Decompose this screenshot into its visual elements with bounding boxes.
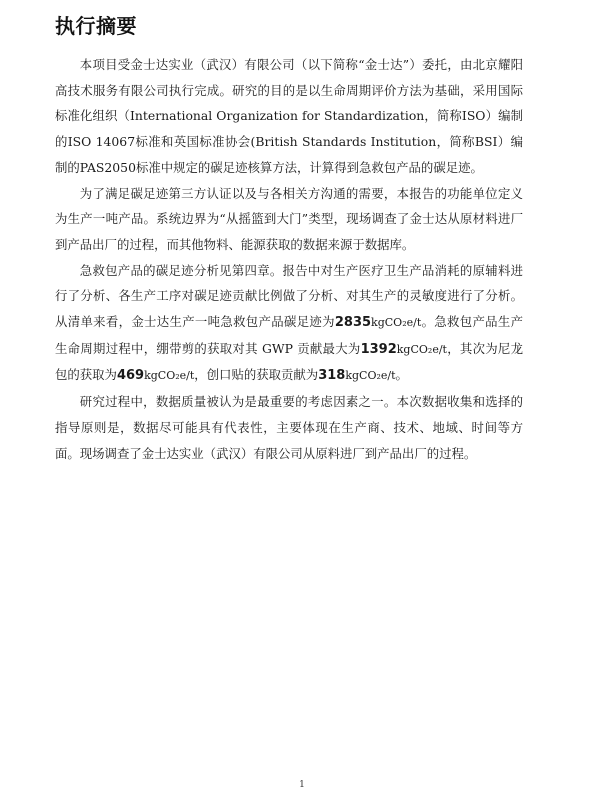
results-text-2: 。急救包产品生产生命周期过程中，绷带剪的获取对其 GWP 贡献最大为 — [55, 314, 524, 356]
paragraph-project-background: 本项目受金士达实业（武汉）有限公司（以下简称“金士达”）委托，由北京耀阳高技术服务有限公司执行完成。研究的目的是以生命周期评价方法为基础，采用国际标准化组织（International Organization for Standardization，简称ISO）编制的ISO 14067标准和英国标准协会(British Standards Institution，简称BSI）编制的PAS2050标准中规定的碳足迹核算方法，计算得到急救包产品的碳足迹。 — [55, 57, 523, 175]
paragraph-functional-unit: 为了满足碳足迹第三方认证以及与各相关方沟通的需要，本报告的功能单位定义为生产一吨产品。系统边界为“从摇篮到大门”类型，现场调查了金士达从原材料进厂到产品出厂的过程，而其他物料、能源获取的数据来源于数据库。 — [55, 185, 523, 252]
summary-body — [55, 52, 523, 466]
scissors-contribution-value: 1392 — [360, 341, 397, 357]
bandage-contribution-value: 318 — [318, 368, 346, 384]
scissors-contribution-unit: kgCO₂e/t — [396, 342, 447, 356]
results-text-5: 。 — [395, 367, 408, 383]
nylon-bag-contribution-value: 469 — [116, 368, 145, 384]
page-number: 1 — [299, 780, 305, 790]
paragraph-data-quality: 研究过程中，数据质量被认为是最重要的考虑因素之一。本次数据收集和选择的指导原则是，数据尽可能具有代表性，主要体现在生产商、技术、地域、时间等方面。现场调查了金士达实业（武汉）有限公司从原料进厂到产品出厂的过程。 — [55, 394, 523, 461]
bandage-contribution-unit: kgCO₂e/t — [345, 369, 396, 383]
results-text-3: ，其次为尼龙包的获取为 — [55, 340, 523, 383]
total-footprint-unit: kgCO₂e/t — [371, 316, 422, 330]
section-heading: 执行摘要 — [55, 14, 137, 38]
results-text-4: ，创口贴的获取贡献为 — [194, 367, 319, 383]
paragraph-carbon-footprint-results — [55, 258, 523, 390]
total-footprint-value: 2835 — [334, 315, 372, 331]
nylon-bag-contribution-unit: kgCO₂e/t — [144, 369, 195, 383]
results-text-1: 急救包产品的碳足迹分析见第四章。报告中对生产医疗卫生产品消耗的原辅料进行了分析、各生产工序对碳足迹贡献比例做了分析、对其生产的灵敏度进行了分析。从清单来看，金士达生产一吨急救包产品碳足迹为 — [55, 262, 523, 330]
